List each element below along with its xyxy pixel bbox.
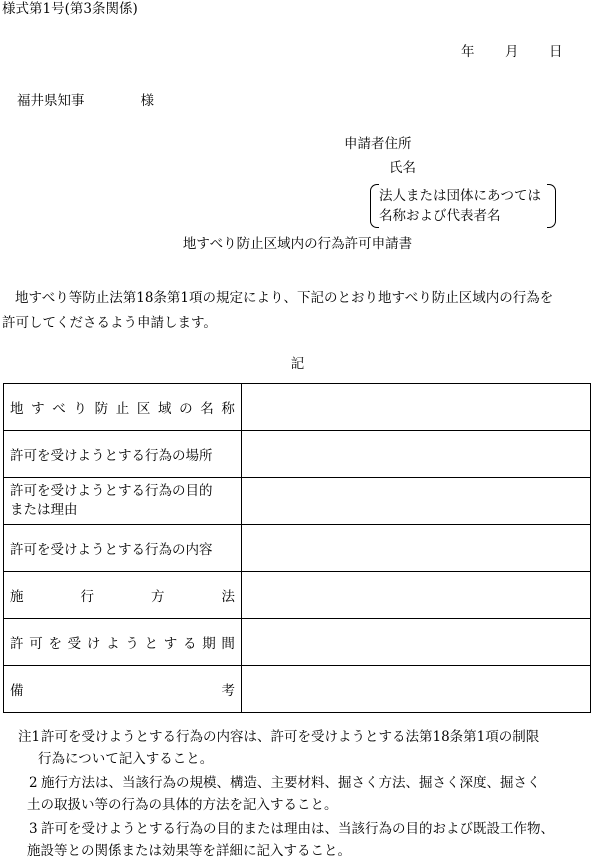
body-line-2: 許可してくださるよう申請します。 — [2, 315, 217, 331]
label-char: す — [163, 636, 178, 652]
note-number: 3 — [29, 821, 38, 837]
bracket-left — [370, 184, 379, 228]
bracket-line-2: 名称および代表者名 — [379, 208, 501, 224]
row-label-area-name — [4, 384, 242, 431]
table-row — [4, 572, 591, 619]
field-area-name[interactable] — [242, 384, 591, 431]
bracket-right — [547, 184, 556, 228]
body-text — [2, 286, 590, 336]
row-label-period — [4, 619, 242, 666]
table-row — [4, 431, 591, 478]
field-purpose[interactable] — [242, 478, 591, 525]
label-char: 名 — [200, 401, 214, 417]
label-char: う — [125, 636, 139, 652]
label-char: 行 — [80, 589, 94, 605]
table-row — [4, 525, 591, 572]
field-place[interactable] — [242, 431, 591, 478]
addressee-name: 福井県知事 — [17, 93, 85, 109]
label-char: け — [86, 636, 101, 652]
spaced-label — [10, 397, 235, 417]
label-char: 施 — [10, 589, 24, 605]
row-label-purpose-line-1: 許可を受けようとする行為の目的 — [10, 483, 213, 499]
field-period[interactable] — [242, 619, 591, 666]
bracket-line-1: 法人または団体にあつては — [379, 188, 541, 204]
corporate-note-bracket — [370, 184, 556, 228]
row-label-remarks — [4, 666, 242, 713]
applicant-address-label: 申請者住所 — [344, 136, 412, 152]
application-table — [3, 383, 591, 713]
date-day-label: 日 — [549, 44, 563, 60]
label-char: 受 — [67, 636, 82, 652]
row-label-purpose — [4, 478, 242, 525]
note-item — [0, 726, 595, 770]
note-line-2: 土の取扱い等の行為の具体的方法を記入すること。 — [27, 797, 338, 813]
ki-heading: 記 — [290, 356, 305, 372]
note-line-2: 行為について記入すること。 — [38, 751, 214, 767]
label-char: る — [182, 636, 197, 652]
notes — [0, 726, 595, 864]
label-char: の — [179, 401, 193, 417]
note-line-1: 許可を受けようとする行為の内容は、許可を受けようとする法第18条第1項の制限 — [41, 729, 540, 745]
table-row — [4, 478, 591, 525]
label-char: 法 — [221, 589, 235, 605]
label-char: 区 — [136, 401, 151, 417]
label-char: 方 — [151, 589, 165, 605]
label-char: よ — [106, 636, 120, 652]
addressee — [17, 95, 154, 109]
note-item — [0, 818, 595, 862]
row-label-content: 許可を受けようとする行為の内容 — [4, 525, 242, 572]
addressee-honorific: 様 — [140, 93, 154, 109]
table-row — [4, 384, 591, 431]
label-char: 防 — [94, 401, 109, 417]
label-char: 許 — [10, 636, 24, 652]
spaced-label — [10, 679, 235, 699]
row-label-purpose-line-2: または理由 — [10, 502, 78, 518]
spaced-label — [10, 585, 235, 605]
label-char: 考 — [221, 683, 235, 699]
form-number: 様式第1号(第3条関係) — [2, 1, 138, 17]
row-label-method — [4, 572, 242, 619]
spaced-label — [10, 632, 235, 652]
applicant-name-label: 氏名 — [389, 160, 416, 176]
label-char: 地 — [10, 401, 24, 417]
note-line-1: 施行方法は、当該行為の規模、構造、主要材料、掘さく方法、掘さく深度、掘さく — [41, 775, 541, 791]
label-char: 止 — [115, 401, 130, 417]
note-line-1: 許可を受けようとする行為の目的または理由は、当該行為の目的および既設工作物、 — [41, 821, 554, 837]
label-char: 称 — [221, 401, 235, 417]
body-line-1: 地すべり等防止法第18条第1項の規定により、下記のとおり地すべり防止区域内の行為を — [15, 290, 554, 306]
row-label-place: 許可を受けようとする行為の場所 — [4, 431, 242, 478]
note-line-2: 施設等との関係または効果等を詳細に記入すること。 — [27, 843, 351, 859]
label-char: す — [31, 401, 45, 417]
note-item — [0, 772, 595, 816]
date-month-label: 月 — [505, 44, 519, 60]
label-char: り — [73, 401, 87, 417]
label-char: を — [48, 636, 62, 652]
table-row — [4, 666, 591, 713]
label-char: 備 — [10, 683, 24, 699]
note-number: 注1 — [18, 729, 41, 745]
field-method[interactable] — [242, 572, 591, 619]
field-content[interactable] — [242, 525, 591, 572]
label-char: べ — [52, 401, 66, 417]
document-title: 地すべり防止区域内の行為許可申請書 — [182, 236, 413, 252]
date-year-label: 年 — [461, 44, 475, 60]
field-remarks[interactable] — [242, 666, 591, 713]
table-row — [4, 619, 591, 666]
label-char: と — [144, 636, 159, 652]
label-char: 間 — [221, 636, 235, 652]
note-number: 2 — [29, 775, 38, 791]
label-char: 期 — [202, 636, 216, 652]
label-char: 域 — [157, 401, 172, 417]
label-char: 可 — [29, 636, 43, 652]
